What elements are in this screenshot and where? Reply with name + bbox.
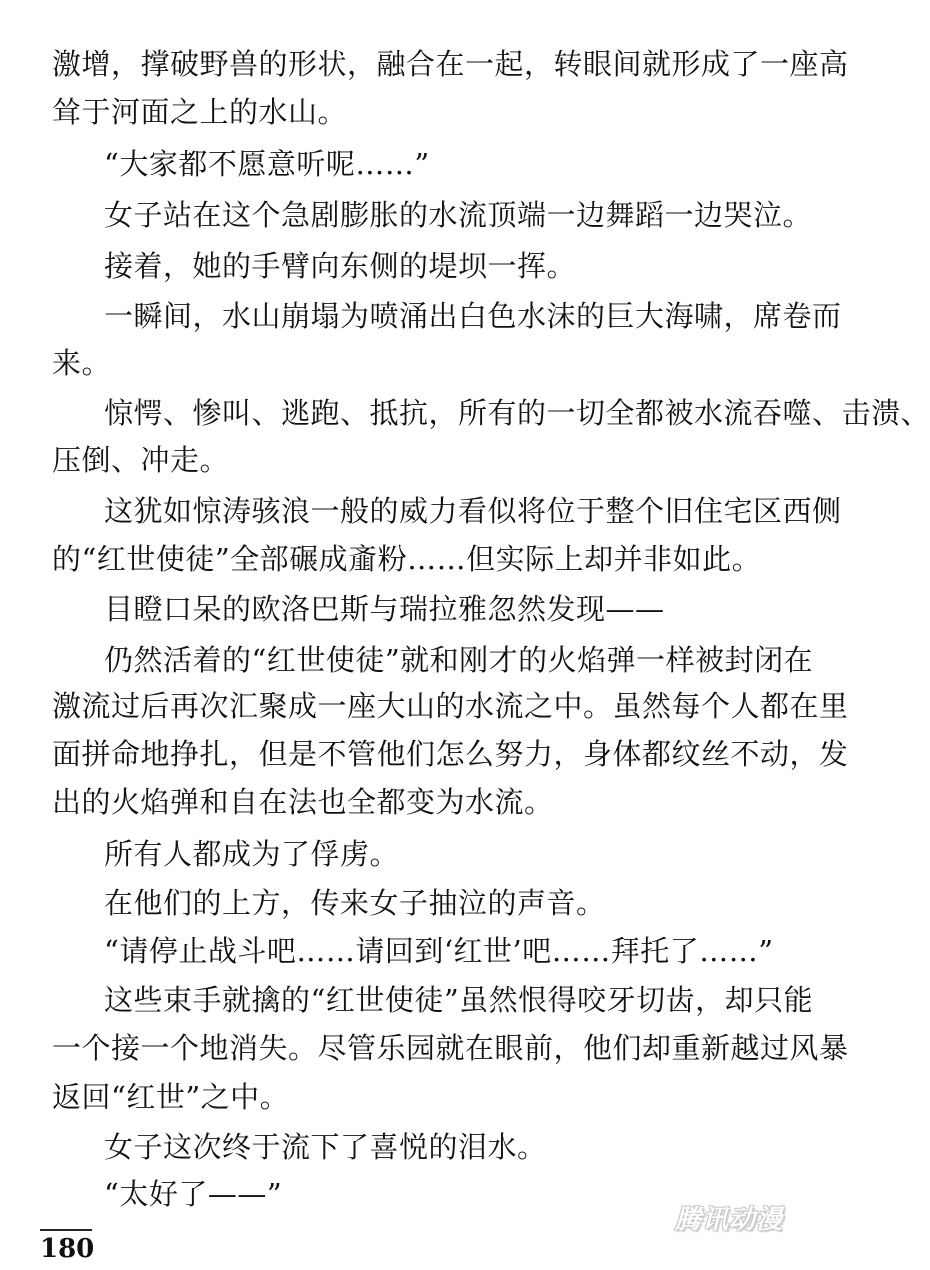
text-line: 出的火焰弹和自在法也全都变为水流。 (52, 785, 554, 819)
text-line: 在他们的上方，传来女子抽泣的声音。 (104, 886, 606, 920)
text-line: 压倒、冲走。 (52, 443, 230, 477)
text-line: 激增，撑破野兽的形状，融合在一起，转眼间就形成了一座高 (52, 47, 849, 81)
text-line: 来。 (52, 346, 112, 380)
footer-rule (40, 1229, 92, 1231)
text-line: 这犹如惊涛骇浪一般的威力看似将位于整个旧住宅区西侧 (104, 494, 842, 528)
text-line: 女子站在这个急剧膨胀的水流顶端一边舞蹈一边哭泣。 (104, 198, 813, 232)
text-line: 仍然活着的“红世使徒”就和刚才的火焰弹一样被封闭在 (104, 643, 814, 677)
text-line: “太好了——” (104, 1177, 283, 1211)
text-line: 这些束手就擒的“红世使徒”虽然恨得咬牙切齿，却只能 (104, 983, 814, 1017)
text-line: 耸于河面之上的水山。 (52, 95, 348, 129)
text-line: “请停止战斗吧……请回到‘红世’吧……拜托了……” (104, 934, 774, 968)
text-line: 所有人都成为了俘虏。 (104, 837, 400, 871)
page-number: 180 (40, 1234, 95, 1264)
text-line: 女子这次终于流下了喜悦的泪水。 (104, 1130, 547, 1164)
text-line: 惊愕、惨叫、逃跑、抵抗，所有的一切全都被水流吞噬、击溃、 (104, 396, 930, 430)
text-line: 的“红世使徒”全部碾成齑粉……但实际上却并非如此。 (52, 542, 762, 576)
text-line: 接着，她的手臂向东侧的堤坝一挥。 (104, 249, 577, 283)
watermark-logo: 腾讯动漫 (675, 1205, 784, 1235)
text-line: “大家都不愿意听呢……” (104, 147, 430, 181)
text-line: 面拼命地挣扎，但是不管他们怎么努力，身体都纹丝不动，发 (52, 737, 849, 771)
text-line: 激流过后再次汇聚成一座大山的水流之中。虽然每个人都在里 (52, 689, 849, 723)
text-line: 一个接一个地消失。尽管乐园就在眼前，他们却重新越过风暴 (52, 1031, 849, 1065)
text-line: 返回“红世”之中。 (52, 1080, 290, 1114)
text-line: 目瞪口呆的欧洛巴斯与瑞拉雅忽然发现—— (104, 592, 665, 626)
text-line: 一瞬间，水山崩塌为喷涌出白色水沫的巨大海啸，席卷而 (104, 299, 842, 333)
